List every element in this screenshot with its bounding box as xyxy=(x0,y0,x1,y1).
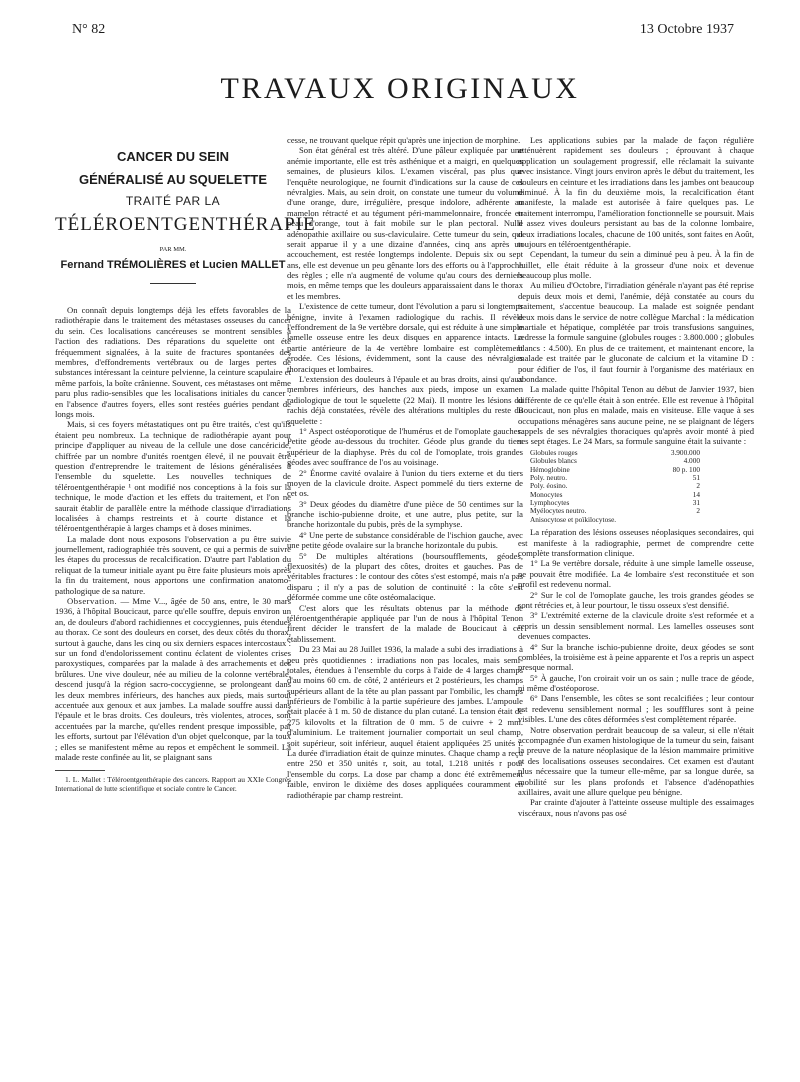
list-item: 1° Aspect ostéoporotique de l'humérus et de l'omoplate gauches. Petite géode au-dessous du trochiter. Géode plus grande du tiers supérieur de la diaphyse. Près du col de l'omoplate, trois grandes géodes avec souffrance de l'os au voisinage. xyxy=(287,425,523,468)
paragraph: Du 23 Mai au 28 Juillet 1936, la malade a subi des irradiations à peu près quotidiennes : irradiations non pas locales, mais semi-totales, étendues à l'ensemble du corps à l'aide de 4 larges champs d'au moins 60 cm. de côté, 2 antérieurs et 2 postérieurs, les champs supérieurs allant de la tête au plan passant par l'ombilic, les champs inférieurs de l'ombilic à la partie supérieure des jambes. L'ampoule était placée à 1 m. 50 de distance du plan cutané. La tension était de 275 kilovolts et la filtration de 0 mm. 5 de cuivre + 2 mm. d'aluminium. Le traitement journalier comportait un seul champ, soit supérieur, soit inférieur, auquel étaient appliquées 25 unités r. La durée d'irradiation était de quinze minutes. Chaque champ a reçu entre 250 et 350 unités r, soit, au total, 1.218 unités r pour l'ensemble du corps. La dose par champ a donc été extrêmement faible, environ le dixième des doses appliquées couramment en radiothérapie par champ restreint. xyxy=(287,644,523,800)
observation-label: Observation. xyxy=(67,596,118,607)
paragraph: La réparation des lésions osseuses néoplasiques secondaires, qui est manifeste à la radiographie, permet de comprendre cette complète transformation clinique. xyxy=(518,527,754,559)
list-item: 5° À gauche, l'on croirait voir un os sain ; nulle trace de géode, ni même d'ostéoporose. xyxy=(518,672,754,694)
running-header xyxy=(72,22,734,40)
list-item: 2° Sur le col de l'omoplate gauche, les trois grandes géodes se sont rétrécies et, à leur pourtour, le tissu osseux s'est densifié. xyxy=(518,589,754,610)
formula-value: 14 xyxy=(692,489,700,499)
list-item: 2° Énorme cavité ovalaire à l'union du tiers externe et du tiers moyen de la clavicule droite. Aspect pommelé du tiers externe de cet os. xyxy=(287,467,523,499)
paragraph: C'est alors que les résultats obtenus par la méthode de téléroentgenthérapie appliquée par l'un de nous à l'hôpital Tenon firent décider le transfert de la malade de Boucicaut à cet établissement. xyxy=(287,602,523,644)
formula-value: 2 xyxy=(696,506,700,516)
section-title: TRAVAUX ORIGINAUX xyxy=(220,72,580,105)
blood-formula-table xyxy=(530,449,700,525)
authors: Fernand TRÉMOLIÈRES et Lucien MALLET xyxy=(60,258,286,271)
list-item: 6° Dans l'ensemble, les côtes se sont recalcifiées ; leur contour est redevenu sensiblement normal ; les souffflures sont à peine visibles. L'une des côtes déformées s'est complètement réparée. xyxy=(518,693,754,725)
column-3 xyxy=(518,135,754,818)
table-row xyxy=(530,516,700,524)
formula-value: 2 xyxy=(696,481,700,491)
paragraph: Mais, si ces foyers métastatiques ont pu être traités, c'est qu'ils étaient peu nombreux. La technique de radiothérapie ayant pour principe d'appliquer au niveau de la cellule une dose cancéricide, chiffrée par un nombre d'unités roentgen élevé, il ne pouvait être question d'entreprendre le traitement de lésions généralisées à l'ensemble du squelette. Les nouvelles techniques de téléroentgenthérapie ¹ ont modifié nos conceptions à la fois sur la technique, le mode d'action et les effets du traitement, et l'on ne saurait établir de parallèle entre la méthode classique d'irradiations localisées à champs restreints et à courte distance et la téléroentgenthérapie à larges champs et à doses minimes. xyxy=(55,419,291,534)
footnote xyxy=(55,775,291,793)
column-1 xyxy=(55,135,316,794)
paragraph: La malade dont nous exposons l'observation a pu être suivie journellement, radiographiée très souvent, ce qui a permis de suivre les étapes du processus de recalcification. D'autre part l'ablation du reliquat de la tumeur initiale ayant pu être faite plusieurs mois après la fin du traitement, nous apportons une confirmation anatomo-pathologique de sa nature. xyxy=(55,533,291,596)
heading-divider xyxy=(150,283,196,284)
formula-value: 4.000 xyxy=(683,456,700,466)
list-item: 3° Deux géodes du diamètre d'une pièce de 50 centimes sur la branche ischio-pubienne droite, et une autre, plus petite, sur la branche horizontale du pubis, près de la symphyse. xyxy=(287,498,523,530)
formula-value: 51 xyxy=(692,472,700,482)
list-item: 3° L'extrémité externe de la clavicule droite s'est reformée et a repris un dessin sensiblement normal. Les lamelles osseuses sont devenues compactes. xyxy=(518,610,754,642)
paragraph: L'existence de cette tumeur, dont l'évolution a paru si longtemps bénigne, invite à l'examen radiologique du rachis. Il révèle l'effondrement de la 9e vertèbre dorsale, qui est réduite à une simple lamelle osseuse entre les deux disques en apparence intacts. La partie antérieure de la 4e vertèbre lombaire est complètement érodée. Ces lésions, évidemment, sont la cause des névralgies thoraciques et lombaires. xyxy=(287,301,523,374)
article-title-line-4: TÉLÉROENTGENTHÉRAPIE xyxy=(55,213,316,235)
list-item: 5° De multiples altérations (boursoufflements, géodes, flexuosités) de la plupart des côtes, droites et gauches. Pas de véritables fractures : le contour des côtes s'est estompé, mais n'a pas disparu ; il n'y a pas de solution de continuité : la côte s'est déformée comme une côte ostéomalacique. xyxy=(287,550,523,603)
observation-paragraph xyxy=(55,596,291,762)
paragraph: Son état général est très altéré. D'une pâleur expliquée par une anémie importante, elle est très asthénique et a maigri, en quelques semaines, de plusieurs kilos. L'examen viscéral, pas plus que l'enquête neurologique, ne fournit d'indications sur la cause de ces névralgies. Mais, au sein droit, on constate une tumeur du volume d'une orange, dure, irrégulière, presque indolore, adhérente au mamelon rétracté et au tégument péri-mammelonnaire, froncée en peau d'orange, tout à fait mobile sur le plan pectoral. Nulle adénopathie axillaire ou sus-claviculaire. Cette tumeur du sein, qui serait apparue il y a une dizaine d'années, cinq ans après un accouchement, est restée longtemps indolente. Depuis six ou sept ans, elle est devenue un peu gênante lors des efforts ou à l'approche des règles ; elle n'a augmenté de volume qu'au cours des derniers mois, en même temps que les douleurs apparaissaient dans le thorax et les membres. xyxy=(287,145,523,301)
formula-label: Anisocytose et poïkilocytose. xyxy=(530,514,617,524)
observation-text: — Mme V..., âgée de 50 ans, entre, le 30 mars 1936, à l'hôpital Boucicaut, parce qu'elle souffre, depuis environ un an, de douleurs d'abord rachidiennes et coccygiennes, puis étendues au thorax. Ce sont des douleurs en corset, des deux côtés du thorax, surtout à gauche, dans les cinq ou six derniers espaces intercostaux : sur un fond d'endolorissement continu éclatent de violentes crises paroxystiques, comparées par la malade à des arrachements et des brûlures. Une vive douleur, née au milieu de la colonne vertébrale, descend jusqu'à la région sacro-coccygienne, se prolongeant dans les deux membres inférieurs, des hanches aux pieds, mais surtout accentuée aux genoux et aux jambes. La malade souffre aussi dans l'épaule et le bras droits. Ces douleurs, très violentes, atroces, sont accentuées par la marche, qu'elles rendent presque impossible, par les efforts, surtout par l'élévation d'un objet quelconque, par la toux ; elles se manifestent même au repos et empêchent le sommeil. La malade reste confinée au lit, se plaignant sans xyxy=(55,596,291,762)
paragraph: Par crainte d'ajouter à l'atteinte osseuse multiple des essaimages viscéraux, nous n'avons pas osé xyxy=(518,797,754,818)
formula-label: Globules blancs xyxy=(530,456,577,466)
formula-label: Globules rouges xyxy=(530,447,578,457)
by-label: PAR MM. xyxy=(159,245,187,253)
formula-label: Poly. éosino. xyxy=(530,481,568,491)
paragraph: Les applications subies par la malade de façon régulière atténuèrent rapidement ses douleurs ; éprouvant à chaque application un soulagement progressif, elle réclamait la suivante avec insistance. Vingt jours environ après le début du traitement, les douleurs en ceinture et les irradiations dans les jambes ont beaucoup diminué. À la fin du deuxième mois, la recalcification étant manifeste, la malade est autorisée à faire quelques pas. Le traitement interrompu, l'amélioration fonctionnelle se poursuit. Mais il assez vives douleurs persistant au bas de la colonne lombaire, deux irradiations locales, chacune de 100 unités, sont faites en Août, toujours en téléroentgenthérapie. xyxy=(518,135,754,249)
paragraph: Notre observation perdrait beaucoup de sa valeur, si elle n'était accompagnée d'un examen histologique de la tumeur du sein, faisant la preuve de la nature néoplasique de la lésion mammaire primitive et des localisations osseuses secondaires. Cet examen est d'autant plus nécessaire que la tumeur elle-même, par sa longue durée, sa mobilité sur les plans profonds et l'absence d'adénopathies axillaires, avait une allure quelque peu bénigne. xyxy=(518,724,754,797)
list-item: 4° Une perte de substance considérable de l'ischion gauche, avec une petite géode ovalaire sur la branche horizontale du pubis. xyxy=(287,529,523,551)
paragraph: Au milieu d'Octobre, l'irradiation générale n'ayant pas été reprise depuis deux mois et demi, l'anémie, déjà constatée au cours du traitement, s'accentue beaucoup. La malade est soignée pendant deux mois dans le service de notre collègue Marchal : la médication martiale et hépatique, complétée par trois transfusions sanguines, redresse la formule sanguine (globules rouges : 3.800.000 ; globules blancs : 4.500). En plus de ce traitement, et maintenant encore, la malade est traitée par le gluconate de calcium et la vitamine D : pour édifier de l'os, il faut fournir à l'organisme des matériaux en abondance. xyxy=(518,280,754,384)
formula-value: 3.900.000 xyxy=(670,447,700,457)
formula-label: Monocytes xyxy=(530,489,563,499)
formula-value: 80 p. 100 xyxy=(672,464,700,474)
footnote-text: 1. L. Mallet : Téléroentgenthérapie des cancers. Rapport au XXIe Congrès International de lutte scientifique et sociale contre le Cancer. xyxy=(55,775,291,794)
paragraph: Cependant, la tumeur du sein a diminué peu à peu. À la fin de Juillet, elle était réduite à la grosseur d'une noix et devenue beaucoup plus molle. xyxy=(518,249,754,281)
formula-label: Hémoglobine xyxy=(530,464,570,474)
article-title-line-3: TRAITÉ PAR LA xyxy=(125,194,221,209)
formula-value: 31 xyxy=(692,498,700,508)
list-item: 1° La 9e vertèbre dorsale, réduite à une simple lamelle osseuse, ne pouvait être modifiée. La 4e lombaire s'est reconstituée et son profil est redevenu normal. xyxy=(518,558,754,590)
paragraph: On connaît depuis longtemps déjà les effets favorables de la radiothérapie dans le traitement des métastases osseuses du cancer du sein. Ces localisations cancéreuses se montrent sensibles à l'action des radiations. Des réparations du squelette ont été fréquemment signalées, à la suite de fractures spontanées des membres, d'effondrements vertébraux ou de larges pertes de substances intéressant la ceinture pelvienne, la ceinture scapulaire et même parfois, la boîte crânienne. Souvent, ces métastases ont même paru plus radio-sensibles que les localisations initiales du cancer : en l'absence d'autres foyers, elles sont restées guéries pendant de longs mois. xyxy=(55,305,291,419)
formula-value xyxy=(657,516,700,524)
formula-label: Lymphocytes xyxy=(530,498,570,508)
paragraph: cesse, ne trouvant quelque répit qu'après une injection de morphine. xyxy=(287,135,521,145)
paragraph: L'extension des douleurs à l'épaule et au bras droits, ainsi qu'aux membres inférieurs, des hanches aux pieds, impose un examen radiologique de tout le squelette (22 Mai). Il montre les lésions du rachis déjà constatées, révèle des altérations multiples du reste du squelette : xyxy=(287,373,523,426)
article-title-line-1: CANCER DU SEIN xyxy=(117,149,229,164)
formula-label: Poly. neutro. xyxy=(530,472,568,482)
article-heading xyxy=(55,149,316,284)
footnote-divider xyxy=(55,770,105,771)
column-2 xyxy=(287,135,523,800)
article-title-line-2: GÉNÉRALISÉ AU SQUELETTE xyxy=(78,171,268,187)
list-item: 4° Sur la branche ischio-pubienne droite, deux géodes se sont comblées, la troisième est à peine apparente et l'os a repris un aspect presque normal. xyxy=(518,641,754,673)
issue-date: 13 Octobre 1937 xyxy=(639,22,734,37)
formula-label: Myélocytes neutro. xyxy=(530,506,587,516)
paragraph: La malade quitte l'hôpital Tenon au début de Janvier 1937, bien différente de ce qu'elle était à son entrée. Elle est revenue à l'hôpital Boucicaut, non plus en malade, mais en visiteuse. Elle vaque à ses occupations ménagères sans aucune peine, ne se plaignant de légers rappels de ses névralgies thoraciques qu'après avoir monté à pied ses sept étages. Le 24 Mars, sa formule sanguine était la suivante : xyxy=(518,384,754,447)
page-number: N° 82 xyxy=(72,22,106,37)
